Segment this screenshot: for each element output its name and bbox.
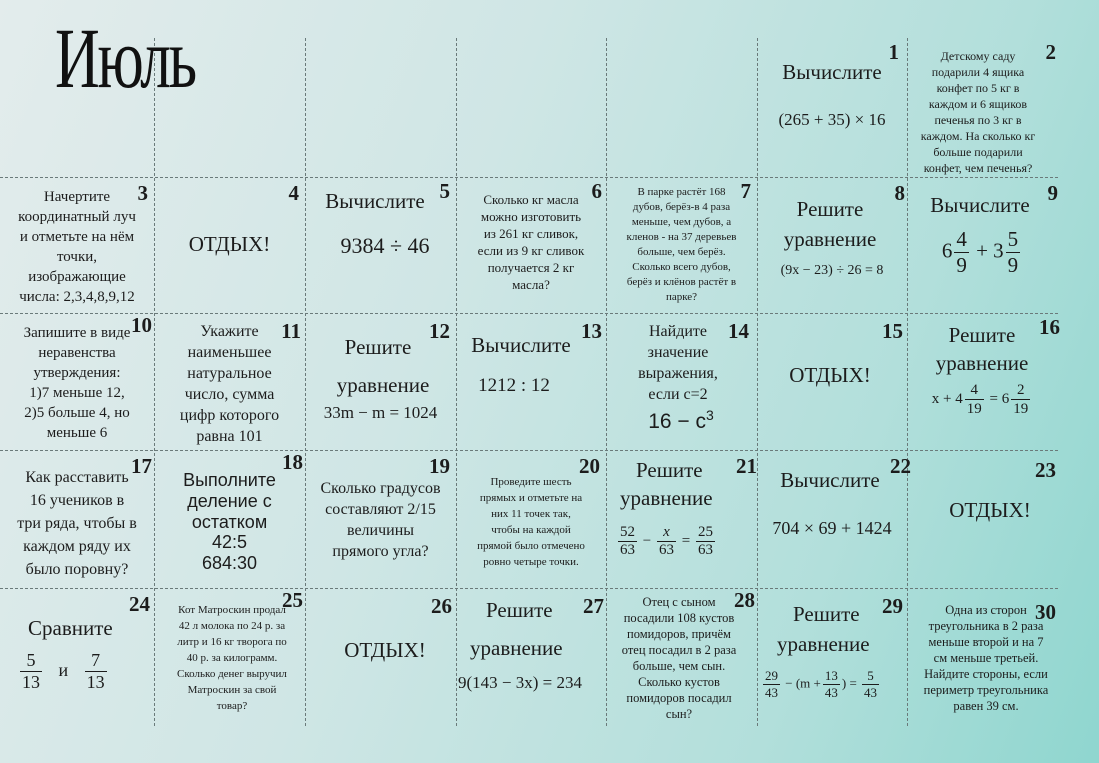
fraction: $\frac{5}{9}$ bbox=[1007, 227, 1019, 278]
task-expression: $16 - c^3$ bbox=[648, 407, 714, 433]
fraction: $\frac{52}{63}$ bbox=[620, 524, 635, 558]
day-number: 9 bbox=[1047, 181, 1058, 205]
day-number: 14 bbox=[728, 319, 749, 343]
day-number: 21 bbox=[736, 454, 757, 478]
day-number: 29 bbox=[882, 594, 903, 618]
fraction: $\frac{7}{13}$ bbox=[86, 650, 105, 692]
task-heading: уравнение bbox=[470, 636, 563, 660]
fraction: $\frac{x}{63}$ bbox=[658, 524, 674, 558]
day-number: 23 bbox=[1035, 458, 1056, 482]
day-cell-21 bbox=[606, 450, 757, 588]
task-text: В парке растёт 168 дубов, берёз-в 4 раза меньше, чем дубов, а кленов - на 37 деревьев больше, чем берёз. Сколько всего дубов, берёз и клёнов растёт в парке? bbox=[626, 186, 737, 303]
task-text: Кот Матроскин продал 42 л молока по 24 р. за литр и 16 кг творога по 40 р. за килограмм. Сколько денег выручил Матроскин за свой товар? bbox=[177, 604, 287, 712]
task-heading: Решите bbox=[793, 602, 860, 626]
day-number: 4 bbox=[288, 181, 299, 205]
task-text: Как расставить 16 учеников в три ряда, чтобы в каждом ряду их было поровну? bbox=[17, 469, 137, 578]
task-expression: (9x − 23) ÷ 26 = 8 bbox=[780, 263, 884, 278]
day-cell-19 bbox=[305, 450, 456, 588]
fraction: $\frac{25}{63}$ bbox=[697, 524, 713, 558]
task-expression: $\frac{29}{43}$ − (m + $\frac{13}{43}$ ) = $\frac{5}{43}$ bbox=[765, 668, 878, 700]
task-text: Детскому саду подарили 4 ящика конфет по 5 кг в каждом и 6 ящиков печенья по 3 кг в каждом. На сколько кг больше подарили конфет, чем печенья? bbox=[920, 49, 1036, 175]
day-cell-4 bbox=[154, 177, 305, 313]
fraction: $\frac{5}{13}$ bbox=[22, 650, 40, 692]
day-cell-22 bbox=[757, 450, 911, 588]
task-heading: Вычислите bbox=[325, 189, 425, 213]
rest-day-label: ОТДЫХ! bbox=[344, 638, 426, 662]
day-cell-20 bbox=[456, 450, 606, 588]
task-text: Выполните деление с остатком bbox=[183, 470, 276, 532]
task-heading: Вычислите bbox=[780, 468, 880, 492]
task-text: Отец с сыном посадили 108 кустов помидоров, причём отец посадил в 2 раза больше, чем сын. Сколько кустов помидоров посадил сын? bbox=[621, 595, 737, 721]
task-expression: 1212 : 12 bbox=[478, 375, 550, 396]
fraction: $\frac{13}{43}$ bbox=[824, 668, 838, 700]
task-heading: Решите bbox=[636, 458, 703, 482]
task-heading: Решите bbox=[948, 323, 1016, 347]
rest-day-label: ОТДЫХ! bbox=[789, 363, 871, 387]
day-cell-6 bbox=[456, 177, 606, 313]
task-heading: Решите bbox=[344, 335, 412, 359]
task-expression: x + 4 $\frac{4}{19}$ = 6 $\frac{2}{19}$ bbox=[931, 382, 1029, 417]
task-expression: 684:30 bbox=[201, 553, 258, 573]
day-cell-23 bbox=[907, 450, 1062, 588]
fraction: $\frac{4}{19}$ bbox=[966, 382, 982, 417]
day-number: 10 bbox=[131, 313, 152, 337]
day-cell-27 bbox=[456, 588, 606, 728]
day-number: 25 bbox=[282, 588, 303, 612]
day-cell-9 bbox=[907, 177, 1062, 313]
task-heading: Сравните bbox=[28, 616, 113, 640]
task-expression: $\frac{5}{13}$ и $\frac{7}{13}$ bbox=[22, 650, 105, 692]
day-cell-18 bbox=[154, 450, 305, 588]
task-heading: уравнение bbox=[620, 486, 713, 510]
day-number: 11 bbox=[281, 319, 301, 343]
day-number: 16 bbox=[1039, 315, 1060, 339]
task-heading: уравнение bbox=[336, 373, 430, 397]
day-cell-1 bbox=[757, 38, 907, 177]
day-cell-5 bbox=[305, 177, 456, 313]
day-number: 12 bbox=[429, 319, 450, 343]
day-number: 7 bbox=[740, 179, 751, 203]
task-expression: 9(143 − 3x) = 234 bbox=[458, 673, 582, 692]
day-number: 2 bbox=[1045, 40, 1056, 64]
day-cell-10 bbox=[0, 313, 154, 450]
task-heading: Вычислите bbox=[471, 333, 571, 357]
task-text: Сколько градусов составляют 2/15 величины прямого угла? bbox=[320, 480, 441, 560]
fraction: $\frac{29}{43}$ bbox=[765, 668, 778, 700]
task-heading: уравнение bbox=[783, 227, 877, 251]
task-heading: Вычислите bbox=[782, 60, 882, 84]
task-expression: 42:5 bbox=[211, 532, 248, 552]
day-number: 8 bbox=[894, 181, 905, 205]
task-text: Запишите в виде неравенства утверждения: 1)7 меньше 12, 2)5 больше 4, но меньше 6 bbox=[23, 325, 131, 441]
task-heading: уравнение bbox=[777, 632, 870, 656]
fraction: $\frac{2}{19}$ bbox=[1013, 382, 1029, 417]
task-text: Проведите шесть прямых и отметьте на них 11 точек так, чтобы на каждой прямой было отмечено ровно четыре точки. bbox=[477, 476, 585, 568]
task-text: Укажите наименьшее натуральное число, сумма цифр которого равна 101 bbox=[179, 323, 280, 445]
day-number: 19 bbox=[429, 454, 450, 478]
day-number: 3 bbox=[137, 181, 148, 205]
task-expression: $\frac{52}{63}$ − $\frac{x}{63}$ = $\frac{25}{63}$ bbox=[620, 524, 713, 558]
day-number: 6 bbox=[591, 179, 602, 203]
day-cell-28 bbox=[606, 588, 757, 728]
day-cell-3 bbox=[0, 177, 154, 313]
day-number: 18 bbox=[282, 450, 303, 474]
day-number: 17 bbox=[131, 454, 152, 478]
task-heading: Вычислите bbox=[930, 193, 1030, 217]
day-cell-16 bbox=[907, 313, 1062, 450]
day-number: 26 bbox=[431, 594, 452, 618]
day-cell-24 bbox=[0, 588, 154, 728]
day-cell-17 bbox=[0, 450, 154, 588]
day-number: 28 bbox=[734, 588, 755, 612]
task-text: Сколько кг масла можно изготовить из 261 кг сливок, если из 9 кг сливок получается 2 кг масла? bbox=[477, 192, 585, 292]
day-number: 24 bbox=[129, 592, 150, 616]
day-cell-15 bbox=[757, 313, 907, 450]
day-cell-13 bbox=[456, 313, 606, 450]
task-heading: Решите bbox=[486, 598, 553, 622]
day-cell-25 bbox=[154, 588, 305, 728]
day-cell-2 bbox=[907, 38, 1062, 177]
day-number: 13 bbox=[581, 319, 602, 343]
day-number: 5 bbox=[439, 179, 450, 203]
page-title: Июль bbox=[55, 10, 195, 106]
task-heading: уравнение bbox=[935, 351, 1029, 375]
rest-day-label: ОТДЫХ! bbox=[188, 232, 271, 256]
task-expression: 6 $\frac{4}{9}$ + 3 $\frac{5}{9}$ bbox=[941, 227, 1019, 278]
day-cell-14 bbox=[606, 313, 757, 450]
rest-day-label: ОТДЫХ! bbox=[949, 498, 1031, 522]
task-text: Одна из сторон треугольника в 2 раза меньше второй и на 7 см меньше третьей. Найдите стороны, если периметр треугольника равен 39 см. bbox=[923, 603, 1049, 713]
task-expression: (265 + 35) × 16 bbox=[778, 110, 886, 129]
task-expression: 9384 ÷ 46 bbox=[340, 233, 430, 258]
fraction: $\frac{4}{9}$ bbox=[956, 227, 967, 278]
task-expression: 704 × 69 + 1424 bbox=[772, 518, 892, 538]
day-cell-12 bbox=[305, 313, 456, 450]
day-cell-7 bbox=[606, 177, 757, 313]
day-number: 20 bbox=[579, 454, 600, 478]
day-number: 27 bbox=[583, 594, 604, 618]
day-cell-8 bbox=[757, 177, 907, 313]
task-text: Найдите значение выражения, если c=2 bbox=[638, 323, 718, 403]
day-number: 1 bbox=[888, 40, 899, 64]
day-number: 22 bbox=[890, 454, 911, 478]
day-number: 30 bbox=[1035, 600, 1056, 624]
day-cell-30 bbox=[907, 588, 1062, 728]
day-cell-26 bbox=[305, 588, 456, 728]
day-cell-11 bbox=[154, 313, 305, 450]
task-expression: 33m − m = 1024 bbox=[323, 403, 438, 422]
task-text: Начертите координатный луч и отметьте на нём точки, изображающие числа: 2,3,4,8,9,12 bbox=[18, 189, 136, 305]
day-cell-29 bbox=[757, 588, 907, 728]
fraction: $\frac{5}{43}$ bbox=[864, 668, 878, 700]
day-number: 15 bbox=[882, 319, 903, 343]
task-heading: Решите bbox=[796, 197, 864, 221]
